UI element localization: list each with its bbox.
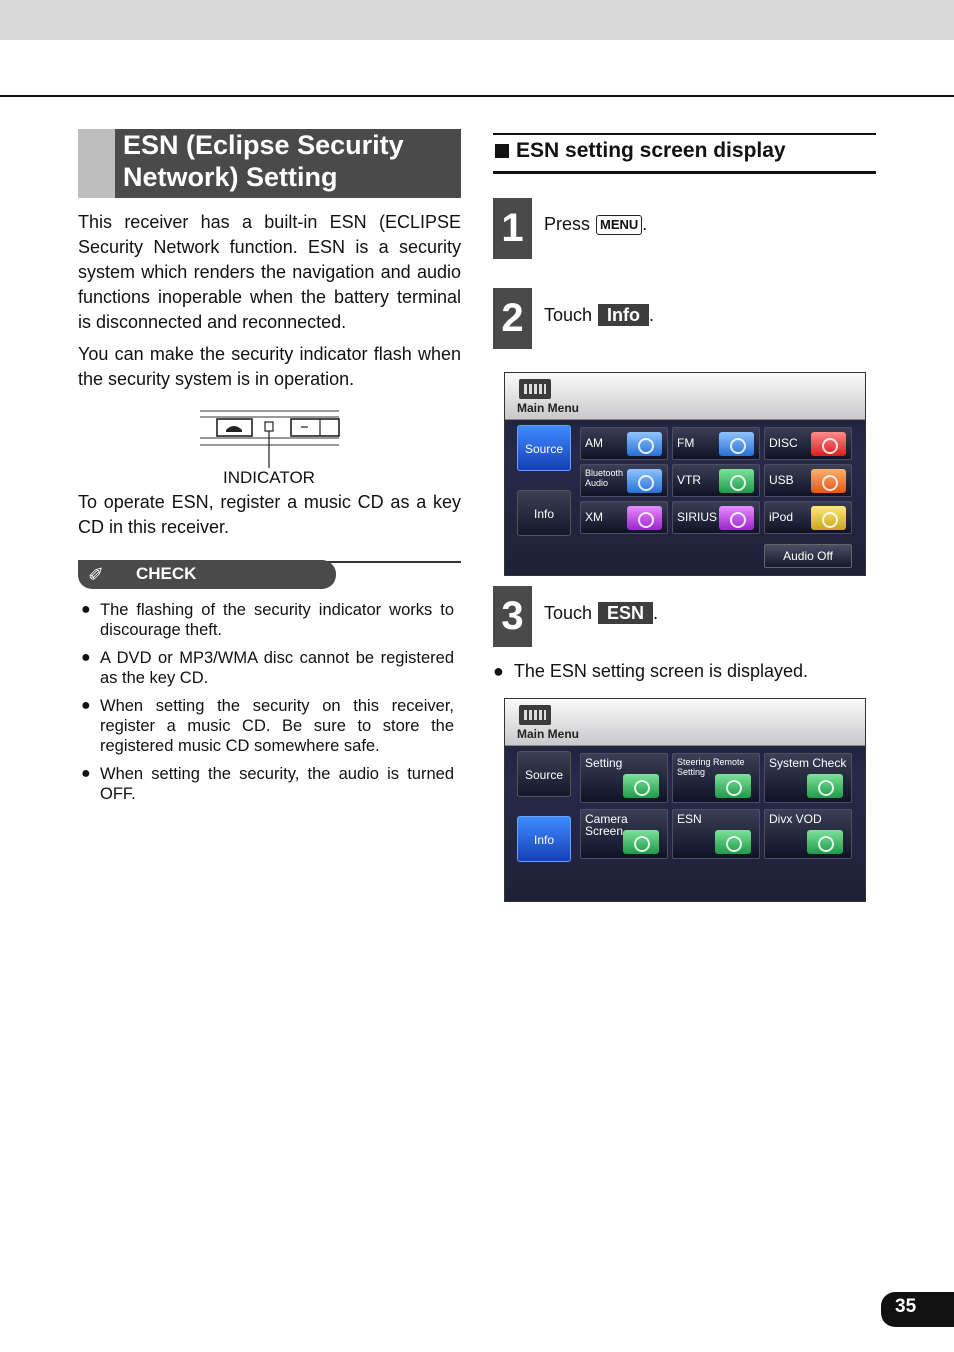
step-2-text: Touch Info . [544, 305, 655, 325]
vtr-icon [719, 469, 754, 493]
list-item: ● The flashing of the security indicator works to discourage theft. [81, 601, 454, 639]
menu-grid-icon [519, 705, 551, 725]
info-key: Info [598, 304, 649, 326]
screen-title: Main Menu [517, 727, 579, 741]
indicator-panel-illustration [198, 408, 340, 468]
list-item: ● When setting the security, the audio is turned OFF. [81, 765, 454, 803]
ipod-icon [811, 506, 846, 530]
key-cd-paragraph: To operate ESN, register a music CD as a key CD in this receiver. [78, 492, 461, 537]
screen-title: Main Menu [517, 401, 579, 415]
bullet-icon: ● [81, 765, 91, 782]
bullet-icon: ● [493, 661, 504, 681]
tile-vtr[interactable]: VTR [672, 464, 760, 497]
bullet-icon: ● [81, 697, 91, 714]
list-item: ● A DVD or MP3/WMA disc cannot be registered as the key CD. [81, 649, 454, 687]
radio-icon [627, 432, 662, 456]
tile-bluetooth-audio[interactable]: Bluetooth Audio [580, 464, 668, 497]
step-1-text: Press MENU . [544, 214, 648, 234]
radio-icon [719, 432, 754, 456]
intro-paragraph: This receiver has a built-in ESN (ECLIPSE Security Network function. ESN is a security system which renders the navigation and audio functions inoperable when the battery terminal is disconnected and reconnected. [78, 212, 461, 332]
bluetooth-audio-icon [627, 469, 662, 493]
section-heading [493, 133, 876, 174]
tile-setting[interactable]: Setting [580, 753, 668, 803]
lock-icon [715, 830, 751, 854]
tile-esn[interactable]: ESN [672, 809, 760, 859]
main-menu-screenshot-info [504, 698, 866, 902]
tile-camera-screen[interactable]: Camera Screen [580, 809, 668, 859]
indicator-diagram [198, 408, 340, 488]
tile-steering-remote-setting[interactable]: Steering Remote Setting [672, 753, 760, 803]
tile-xm[interactable]: XM [580, 501, 668, 534]
car-check-icon [807, 774, 843, 798]
source-button[interactable]: Source [517, 425, 571, 471]
usb-icon [811, 469, 846, 493]
disc-icon [807, 830, 843, 854]
step-number: 2 [493, 288, 532, 349]
bullet-icon: ● [81, 601, 91, 618]
result-bullet: ● The ESN setting screen is displayed. [493, 661, 809, 681]
menu-key: MENU [596, 215, 642, 235]
tile-am[interactable]: AM [580, 427, 668, 460]
tile-sirius[interactable]: SIRIUS [672, 501, 760, 534]
disc-icon [811, 432, 846, 456]
tile-usb[interactable]: USB [764, 464, 852, 497]
check-label: CHECK [136, 564, 197, 583]
tile-divx-vod[interactable]: Divx VOD [764, 809, 852, 859]
step-3-text: Touch ESN . [544, 603, 659, 623]
screen-header [505, 699, 865, 746]
indicator-paragraph: You can make the security indicator flash when the security system is in operation. [78, 344, 461, 389]
section-title-box [78, 129, 461, 198]
pencil-icon: ✐ [88, 565, 104, 586]
page-number: 35 [881, 1292, 954, 1327]
steering-wheel-icon [715, 774, 751, 798]
list-item: ● When setting the security on this receiver, register a music CD. Be sure to store the registered music CD somewhere safe. [81, 697, 454, 755]
satellite-icon [627, 506, 662, 530]
tile-ipod[interactable]: iPod [764, 501, 852, 534]
esn-key: ESN [598, 602, 653, 624]
header-rule [0, 95, 954, 97]
setting-list-icon [623, 774, 659, 798]
tile-fm[interactable]: FM [672, 427, 760, 460]
indicator-label: INDICATOR [223, 468, 315, 487]
square-bullet-icon [495, 144, 509, 158]
check-list [78, 600, 454, 812]
source-button[interactable]: Source [517, 751, 571, 797]
main-menu-screenshot-source [504, 372, 866, 576]
menu-grid-icon [519, 379, 551, 399]
section-heading-text: ESN setting screen display [516, 139, 786, 162]
screen-header [505, 373, 865, 420]
step-number: 3 [493, 586, 532, 647]
camera-icon [623, 830, 659, 854]
tile-disc[interactable]: DISC [764, 427, 852, 460]
satellite-icon [719, 506, 754, 530]
title-tab [78, 129, 115, 198]
page-title: ESN (Eclipse Security Network) Setting [123, 130, 404, 192]
audio-off-button[interactable]: Audio Off [764, 544, 852, 568]
bullet-icon: ● [81, 649, 91, 666]
info-button[interactable]: Info [517, 816, 571, 862]
tile-system-check[interactable]: System Check [764, 753, 852, 803]
info-button[interactable]: Info [517, 490, 571, 536]
check-box-header [78, 560, 336, 589]
step-number: 1 [493, 198, 532, 259]
header-band [0, 0, 954, 40]
